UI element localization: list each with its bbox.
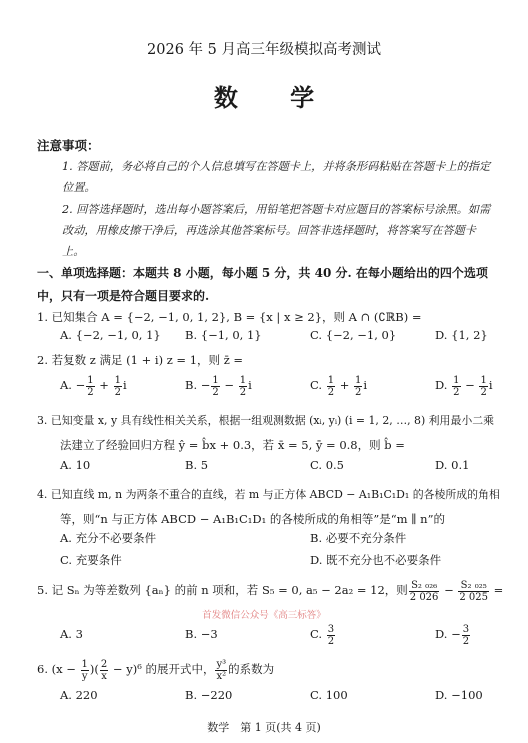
fraction: $\frac{3}{2}$	[327, 623, 335, 647]
fraction: $\frac{1}{2}$	[239, 374, 247, 398]
fraction: $\frac{1}{2}$	[327, 374, 335, 398]
question-5-options	[60, 620, 510, 648]
page-footer: 数学 第 1 页(共 4 页)	[207, 721, 321, 734]
question-6-stem: 6. (x − $\frac{1}{y}$ )( $\frac{2}{x}$ − y)⁶ 的展开式中， $\frac{\text{y³}}{\text{x²}}$ 的系数为	[37, 658, 275, 682]
section-heading: 一、单项选择题：本题共 8 小题，每小题 5 分，共 40 分. 在每小题给出的四个选项中，只有一项是符合题目要求的.	[37, 266, 488, 303]
q6-option-c: C. 100	[310, 688, 348, 702]
fraction: $\frac{1}{2}$	[355, 374, 362, 398]
question-1-stem: 1. 已知集合 A = {−2, −1, 0, 1, 2}, B = {x | x ≥ 2}，则 A ∩ (∁ℝB) =	[37, 310, 422, 324]
q4-option-d: D. 既不充分也不必要条件	[310, 553, 442, 567]
q2-option-a: A. − $\frac{1}{2}$ + $\frac{1}{2}$ i	[60, 374, 127, 398]
q5-option-c: C. $\frac{3}{2}$	[310, 623, 335, 647]
notice-item-1: 1. 答题前，务必将自己的个人信息填写在答题卡上，并将条形码粘贴在答题卡上的指定位置。	[62, 160, 491, 194]
q4-option-c: C. 充要条件	[60, 553, 122, 567]
fraction: $\frac{2}{x}$	[100, 658, 108, 682]
q2-option-c: C. $\frac{1}{2}$ + $\frac{1}{2}$ i	[310, 374, 368, 398]
fraction: $\frac{1}{2}$	[212, 374, 219, 398]
watermark: 首发微信公众号《高三标答》	[202, 610, 326, 621]
subject-title: 数 学	[213, 83, 337, 112]
q2-option-d: D. $\frac{1}{2}$ − $\frac{1}{2}$ i	[435, 374, 493, 398]
fraction: $\frac{\text{S₂ ₀₂₅}}{2 025}$	[459, 579, 489, 603]
q6-option-a: A. 220	[60, 688, 98, 702]
fraction: $\frac{\text{S₂ ₀₂₆}}{2 026}$	[409, 579, 439, 603]
q4-option-b: B. 必要不充分条件	[310, 531, 407, 545]
question-2-stem: 2. 若复数 z 满足 (1 + i) z = 1，则 z̄ =	[37, 353, 244, 367]
q3-option-a: A. 10	[60, 458, 91, 472]
notice-item-2: 2. 回答选择题时，选出每小题答案后，用铅笔把答题卡对应题目的答案标号涂黑。如需改动，用橡皮擦干净后，再选涂其他答案标号。回答非选择题时，将答案写在答题卡上。	[62, 203, 491, 258]
question-3-line-1: 3. 已知变量 x, y 具有线性相关关系，根据一组观测数据 (xᵢ, yᵢ) (i = 1, 2, …, 8) 利用最小二乘	[37, 414, 495, 427]
question-5-stem: 5. 记 Sₙ 为等差数列 {aₙ} 的前 n 项和，若 S₅ = 0, a₅ − 2a₂ = 12，则 $\frac{\text{S₂ ₀₂₆}}{2 026}$ − $\frac{\text{S₂ ₀₂₅}}{2 025}$ =	[37, 579, 504, 603]
question-2-options	[60, 371, 510, 399]
question-4-line-1: 4. 已知直线 m, n 为两条不重合的直线，若 m 与正方体 ABCD − A₁B₁C₁D₁ 的各棱所成的角相	[37, 488, 500, 501]
question-4-options-row-1	[60, 530, 510, 552]
q4-option-a: A. 充分不必要条件	[60, 531, 157, 545]
fraction: $\frac{3}{2}$	[462, 623, 470, 647]
q3-option-d: D. 0.1	[435, 458, 470, 472]
fraction: $\frac{1}{2}$	[480, 374, 487, 398]
fraction: $\frac{1}{y}$	[81, 658, 88, 682]
exam-title: 2026 年 5 月高三年级模拟高考测试	[147, 42, 381, 58]
q6-option-b: B. −220	[185, 688, 233, 702]
q3-option-b: B. 5	[185, 458, 209, 472]
notice-heading: 注意事项：	[37, 138, 100, 153]
fraction: $\frac{1}{2}$	[453, 374, 460, 398]
q5-option-b: B. −3	[185, 627, 218, 641]
question-1-options	[60, 328, 510, 350]
q1-option-d: D. {1, 2}	[435, 328, 488, 342]
q5-option-a: A. 3	[60, 627, 83, 641]
q1-option-a: A. {−2, −1, 0, 1}	[60, 328, 161, 342]
question-3-line-2: 法建立了经验回归方程 ŷ = b̂x + 0.3，若 x̄ = 5, ȳ = 0.8，则 b̂ =	[60, 438, 405, 452]
question-3-options	[60, 458, 510, 480]
fraction: $\frac{\text{y³}}{\text{x²}}$	[216, 658, 227, 682]
q3-option-c: C. 0.5	[310, 458, 344, 472]
fraction: $\frac{1}{2}$	[114, 374, 121, 398]
q2-option-b: B. − $\frac{1}{2}$ − $\frac{1}{2}$ i	[185, 374, 252, 398]
q6-option-d: D. −100	[435, 688, 483, 702]
fraction: $\frac{1}{2}$	[87, 374, 94, 398]
question-4-options-row-2	[60, 552, 510, 574]
q5-option-d: D. − $\frac{3}{2}$	[435, 623, 470, 647]
q1-option-c: C. {−2, −1, 0}	[310, 328, 397, 342]
question-6-options	[60, 688, 510, 710]
question-4-line-2: 等，则“n 与正方体 ABCD − A₁B₁C₁D₁ 的各棱所成的角相等”是“m ∥ n”的	[60, 512, 445, 526]
q1-option-b: B. {−1, 0, 1}	[185, 328, 262, 342]
